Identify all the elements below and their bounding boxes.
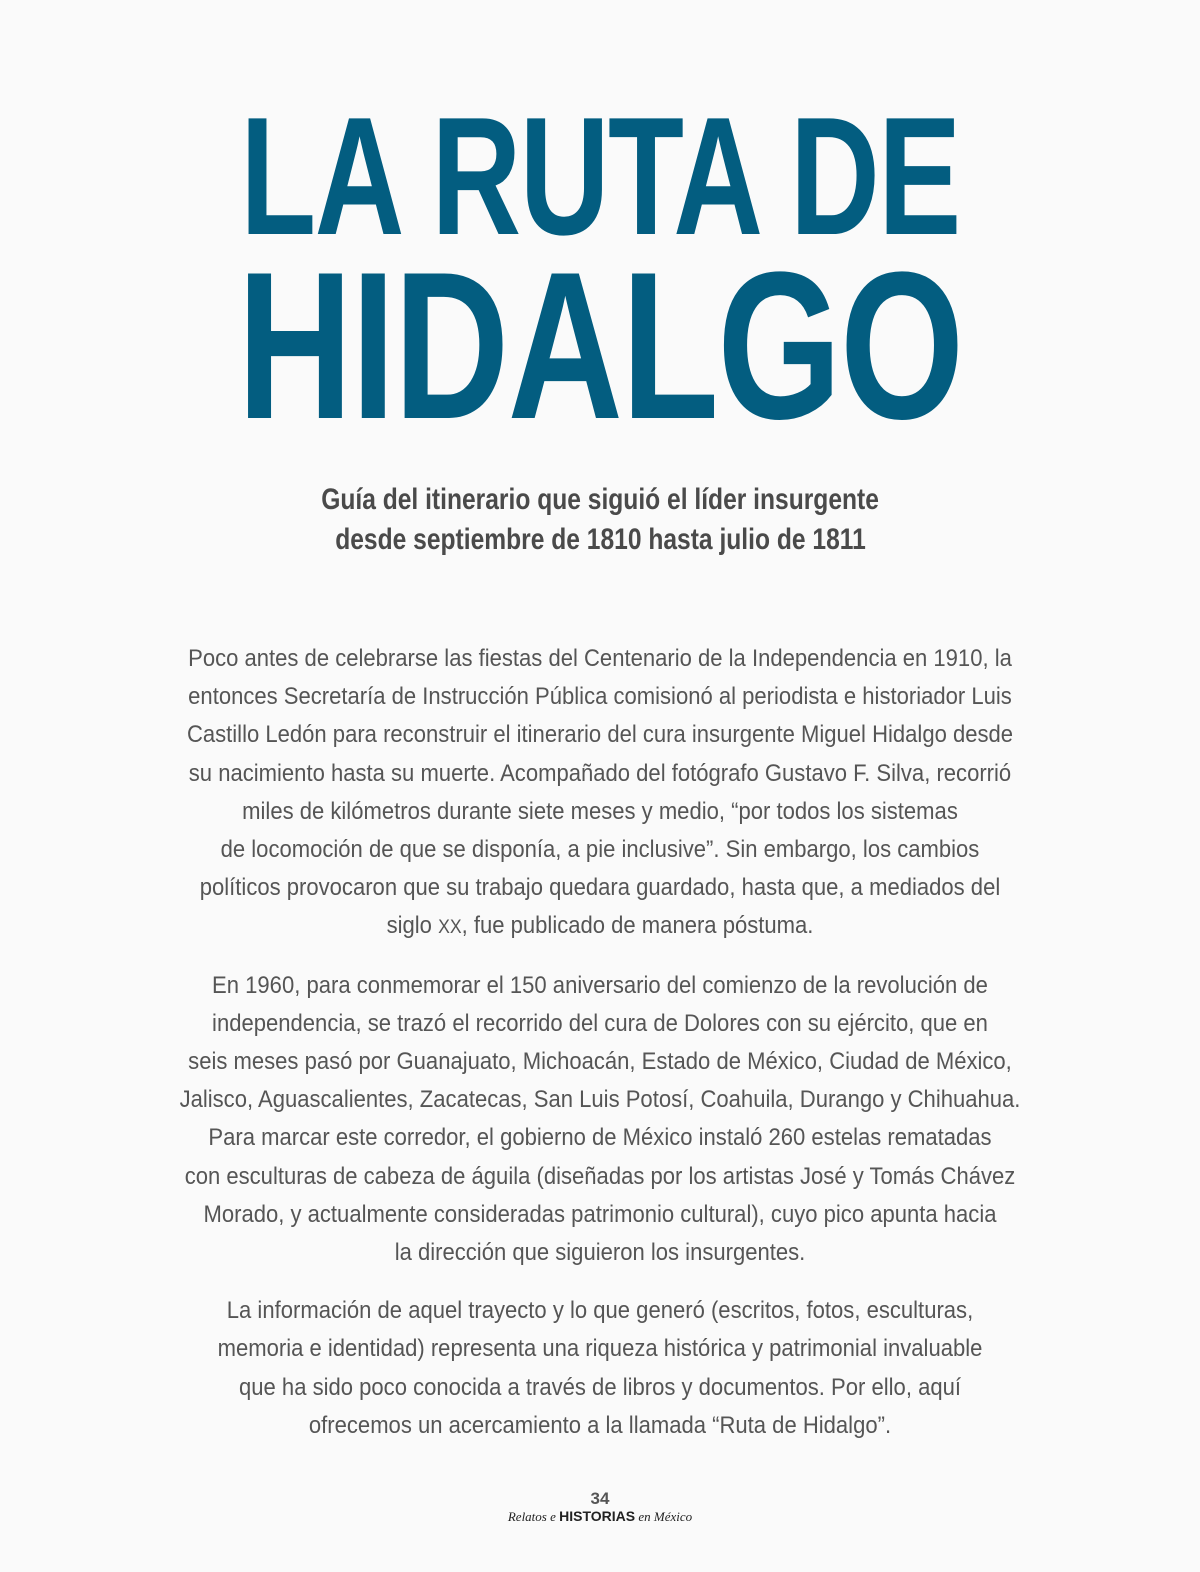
- body-line: Morado, y actualmente consideradas patrimonio cultural), cuyo pico apunta hacia: [203, 1200, 997, 1228]
- article-body: [130, 640, 1070, 1465]
- body-line: Castillo Ledón para reconstruir el itinerario del cura insurgente Miguel Hidalgo desde: [186, 721, 1014, 749]
- body-line: entonces Secretaría de Instrucción Pública comisionó al periodista e historiador Luis: [188, 683, 1012, 711]
- body-line: ofrecemos un acercamiento a la llamada “Ruta de Hidalgo”.: [308, 1411, 892, 1439]
- paragraph-1: [130, 640, 1070, 947]
- page-number: 34: [590, 1489, 610, 1508]
- magazine-name-post: en México: [635, 1509, 693, 1524]
- body-line: En 1960, para conmemorar el 150 aniversario del comienzo de la revolución de: [212, 971, 988, 999]
- body-text: , fue publicado de manera póstuma.: [461, 912, 814, 940]
- small-caps-text: XX: [438, 916, 462, 939]
- magazine-name-strong: HISTORIAS: [559, 1508, 636, 1524]
- magazine-name: [0, 1507, 1200, 1526]
- page-footer: [0, 1490, 1200, 1526]
- article-subtitle: [0, 480, 1200, 560]
- body-line: [177, 907, 1023, 946]
- body-line: su nacimiento hasta su muerte. Acompañado del fotógrafo Gustavo F. Silva, recorrió: [188, 759, 1012, 787]
- body-line: Poco antes de celebrarse las fiestas del Centenario de la Independencia en 1910, la: [188, 645, 1012, 672]
- title-line-1: LA RUTA DE: [240, 82, 960, 270]
- body-line: políticos provocaron que su trabajo quedara guardado, hasta que, a mediados del: [199, 874, 1001, 902]
- body-line: con esculturas de cabeza de águila (diseñadas por los artistas José y Tomás Chávez: [184, 1162, 1016, 1190]
- body-line: la dirección que siguieron los insurgentes.: [394, 1239, 806, 1267]
- subtitle-line-1: Guía del itinerario que siguió el líder insurgente: [321, 483, 879, 516]
- body-text: siglo: [386, 912, 439, 940]
- body-line: que ha sido poco conocida a través de libros y documentos. Por ello, aquí: [239, 1373, 961, 1401]
- body-line: de locomoción de que se disponía, a pie inclusive”. Sin embargo, los cambios: [220, 836, 980, 864]
- body-line: Para marcar este corredor, el gobierno de México instaló 260 estelas rematadas: [208, 1124, 992, 1152]
- magazine-name-pre: Relatos e: [507, 1509, 560, 1524]
- body-line: La información de aquel trayecto y lo que generó (escritos, fotos, esculturas,: [226, 1297, 974, 1325]
- body-line: independencia, se trazó el recorrido del cura de Dolores con su ejército, que en: [212, 1009, 988, 1037]
- title-line-2: HIDALGO: [237, 228, 963, 463]
- body-line: memoria e identidad) representa una riqueza histórica y patrimonial invaluable: [217, 1335, 983, 1363]
- paragraph-2: [130, 967, 1070, 1273]
- body-line: Jalisco, Aguascalientes, Zacatecas, San Luis Potosí, Coahuila, Durango y Chihuahua.: [179, 1086, 1021, 1114]
- body-line: miles de kilómetros durante siete meses y medio, “por todos los sistemas: [242, 797, 958, 825]
- body-line: seis meses pasó por Guanajuato, Michoacán, Estado de México, Ciudad de México,: [188, 1048, 1012, 1076]
- article-title: [0, 82, 1200, 463]
- subtitle-line-2: desde septiembre de 1810 hasta julio de 1811: [334, 523, 866, 556]
- paragraph-3: [130, 1292, 1070, 1445]
